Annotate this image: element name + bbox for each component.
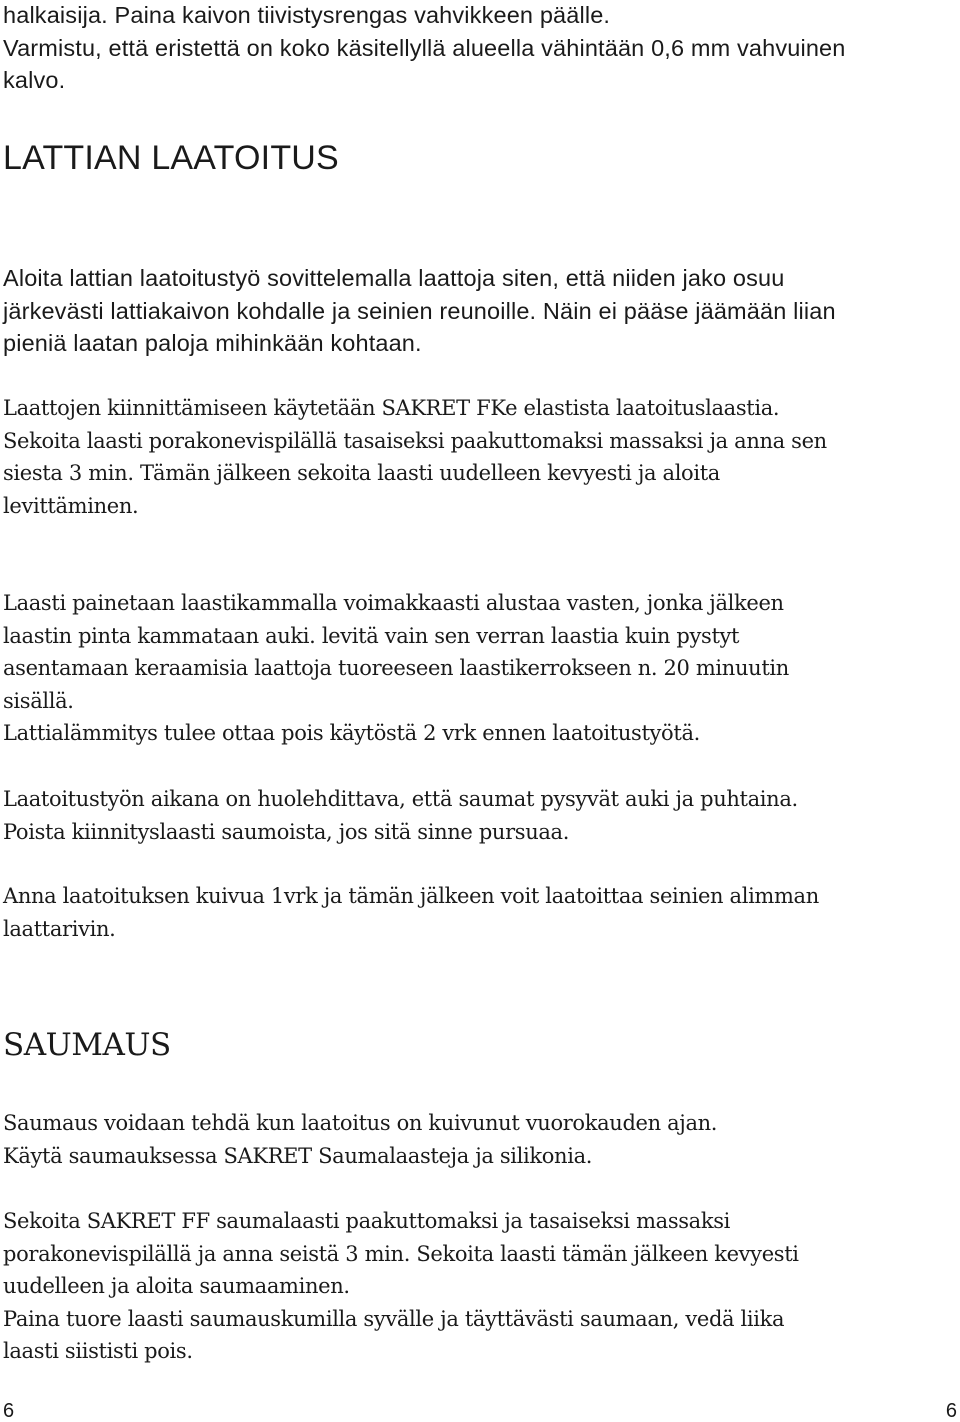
lattian-p1-line-1: Aloita lattian laatoitustyö sovittelemalla laattoja siten, että niiden jako osuu bbox=[3, 265, 785, 291]
lattian-p3-line-3: asentamaan keraamisia laattoja tuoreeseen laastikerrokseen n. 20 minuutin bbox=[3, 656, 789, 681]
lattian-p2-line-4: levittäminen. bbox=[3, 493, 139, 518]
lattian-p2-line-1: Laattojen kiinnittämiseen käytetään SAKRET FKe elastista laatoituslaastia. bbox=[3, 396, 780, 420]
intro-line-1: halkaisija. Paina kaivon tiivistysrengas vahvikkeen päälle. bbox=[3, 2, 611, 28]
saumaus-p1-line-1: Saumaus voidaan tehdä kun laatoitus on kuivunut vuorokauden ajan. bbox=[3, 1111, 718, 1135]
lattian-p2-line-2: Sekoita laasti porakonevispilällä tasaiseksi paakuttomaksi massaksi ja anna sen bbox=[3, 428, 827, 453]
intro-line-3: kalvo. bbox=[3, 67, 66, 93]
page-number-right: 6 bbox=[945, 1400, 957, 1422]
saumaus-p2-line-1: Sekoita SAKRET FF saumalaasti paakuttomaksi ja tasaiseksi massaksi bbox=[3, 1209, 731, 1233]
lattian-p4-line-1: Laatoitustyön aikana on huolehdittava, että saumat pysyvät auki ja puhtaina. bbox=[3, 787, 798, 811]
saumaus-p2-line-5: laasti siististi pois. bbox=[3, 1339, 193, 1364]
lattian-p5-line-1: Anna laatoituksen kuivua 1vrk ja tämän jälkeen voit laatoittaa seinien alimman bbox=[3, 884, 819, 908]
saumaus-paragraph-2 bbox=[3, 1205, 953, 1368]
saumaus-heading: SAUMAUS bbox=[3, 1027, 171, 1063]
lattian-paragraph-3 bbox=[3, 587, 953, 750]
lattian-paragraph-5 bbox=[3, 880, 953, 945]
lattian-p3-line-5: Lattialämmitys tulee ottaa pois käytöstä 2 vrk ennen laatoitustyötä. bbox=[3, 721, 700, 746]
saumaus-paragraph-1 bbox=[3, 1107, 953, 1172]
saumaus-p2-line-2: porakonevispilällä ja anna seistä 3 min. Sekoita laasti tämän jälkeen kevyesti bbox=[3, 1241, 799, 1266]
lattian-p3-line-4: sisällä. bbox=[3, 688, 74, 713]
lattian-p4-line-2: Poista kiinnityslaasti saumoista, jos sitä sinne pursuaa. bbox=[3, 819, 570, 844]
lattian-heading: LATTIAN LAATOITUS bbox=[3, 139, 339, 177]
lattian-paragraph-2 bbox=[3, 392, 953, 522]
saumaus-p2-line-3: uudelleen ja aloita saumaaminen. bbox=[3, 1274, 350, 1299]
lattian-p2-line-3: siesta 3 min. Tämän jälkeen sekoita laasti uudelleen kevyesti ja aloita bbox=[3, 461, 720, 486]
lattian-p5-line-2: laattarivin. bbox=[3, 916, 116, 941]
lattian-p3-line-1: Laasti painetaan laastikammalla voimakkaasti alustaa vasten, jonka jälkeen bbox=[3, 591, 784, 615]
intro-line-2: Varmistu, että eristettä on koko käsitellyllä alueella vähintään 0,6 mm vahvuinen bbox=[3, 34, 846, 61]
intro-paragraph bbox=[3, 0, 953, 97]
lattian-p3-line-2: laastin pinta kammataan auki. levitä vain sen verran laastia kuin pystyt bbox=[3, 623, 740, 648]
saumaus-p1-line-2: Käytä saumauksessa SAKRET Saumalaasteja ja silikonia. bbox=[3, 1143, 593, 1168]
page-number-left: 6 bbox=[3, 1400, 15, 1422]
lattian-paragraph-1 bbox=[3, 262, 953, 360]
lattian-p1-line-3: pieniä laatan paloja mihinkään kohtaan. bbox=[3, 330, 422, 356]
saumaus-p2-line-4: Paina tuore laasti saumauskumilla syvälle ja täyttävästi saumaan, vedä liika bbox=[3, 1306, 785, 1331]
lattian-paragraph-4 bbox=[3, 783, 953, 848]
lattian-p1-line-2: järkevästi lattiakaivon kohdalle ja seinien reunoille. Näin ei pääse jäämään liian bbox=[3, 297, 836, 324]
